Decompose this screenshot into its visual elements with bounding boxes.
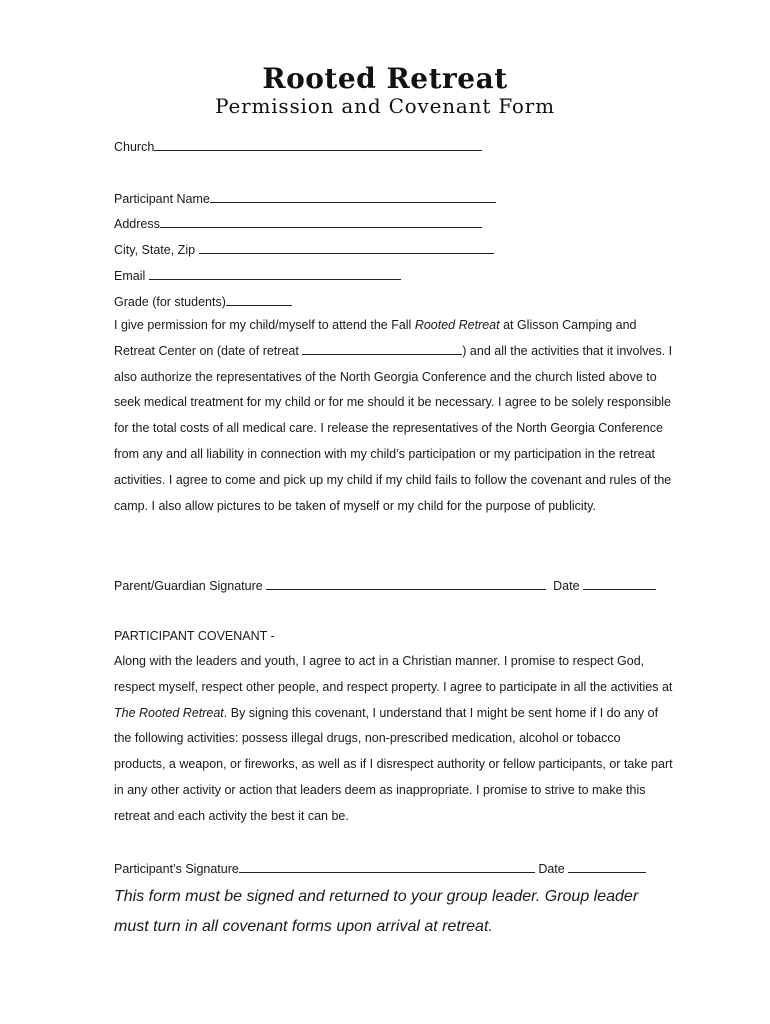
grade-blank[interactable] [226,294,292,306]
participant-name-field [114,191,496,207]
email-blank[interactable] [149,268,401,280]
participant-date-blank[interactable] [568,861,646,873]
parent-signature-row [114,578,656,594]
city-state-zip-field [114,242,494,258]
covenant-text-2: . By signing this covenant, I understand that I might be sent home if I do any of the following activities: possess illegal drugs, non-prescribed medication, alcohol or tobacco products, a weapon, or fireworks, as well as if I disrespect authority or fellow participants, or take part in any other activity or action that leaders deem as inappropriate. I promise to strive to make this retreat and each activity the best it can be. [114,705,673,823]
covenant-paragraph [114,649,674,830]
church-field [114,139,482,155]
parent-date-label: Date [553,579,580,593]
participant-date-label: Date [538,862,565,876]
permission-retreat-name: Rooted Retreat [414,318,500,332]
participant-name-label: Participant Name [114,192,210,206]
permission-text-3: ) and all the activities that it involves. I also authorize the representatives of the North Georgia Conference and the church listed above to seek medical treatment for my child or for me should it be necessary. I agree to be solely responsible for the total costs of all medical care. I release the representatives of the North Georgia Conference from any and all liability in connection with my child’s participation or my participation in the retreat activities. I agree to come and pick up my child if my child fails to follow the covenant and rules of the camp. I also allow pictures to be taken of myself or my child for the purpose of publicity. [114,343,673,513]
address-blank[interactable] [160,216,482,228]
parent-signature-blank[interactable] [266,578,546,590]
email-label: Email [114,269,146,283]
form-title: Rooted Retreat [262,62,508,95]
footer-instructions: This form must be signed and returned to your group leader. Group leader must turn in all covenant forms upon arrival at retreat. [114,888,639,935]
permission-text-1: I give permission for my child/myself to attend the Fall [114,318,415,332]
address-label: Address [114,217,160,231]
permission-paragraph [114,313,674,519]
permission-text-2: at Glisson Camping and Retreat Center on (date of retreat [114,318,637,358]
form-subtitle: Permission and Covenant Form [215,94,555,118]
city-state-zip-label: City, State, Zip [114,243,196,257]
retreat-date-blank[interactable] [302,343,462,355]
participant-signature-row [114,861,646,877]
participant-name-blank[interactable] [210,191,496,203]
grade-label: Grade (for students) [114,295,226,309]
covenant-retreat-name: The Rooted Retreat [114,705,224,720]
grade-field [114,294,292,310]
covenant-text-1: Along with the leaders and youth, I agree to act in a Christian manner. I promise to respect God, respect myself, respect other people, and respect property. I agree to participate in all the activities at [114,654,673,694]
church-label: Church [114,140,155,154]
parent-signature-label: Parent/Guardian Signature [114,579,263,593]
participant-signature-blank[interactable] [239,861,535,873]
church-blank[interactable] [154,139,482,151]
parent-date-blank[interactable] [583,578,656,590]
participant-signature-label: Participant’s Signature [114,862,239,876]
covenant-heading: PARTICIPANT COVENANT - [114,629,275,643]
city-state-zip-blank[interactable] [199,242,494,254]
address-field [114,216,482,232]
email-field [114,268,401,284]
